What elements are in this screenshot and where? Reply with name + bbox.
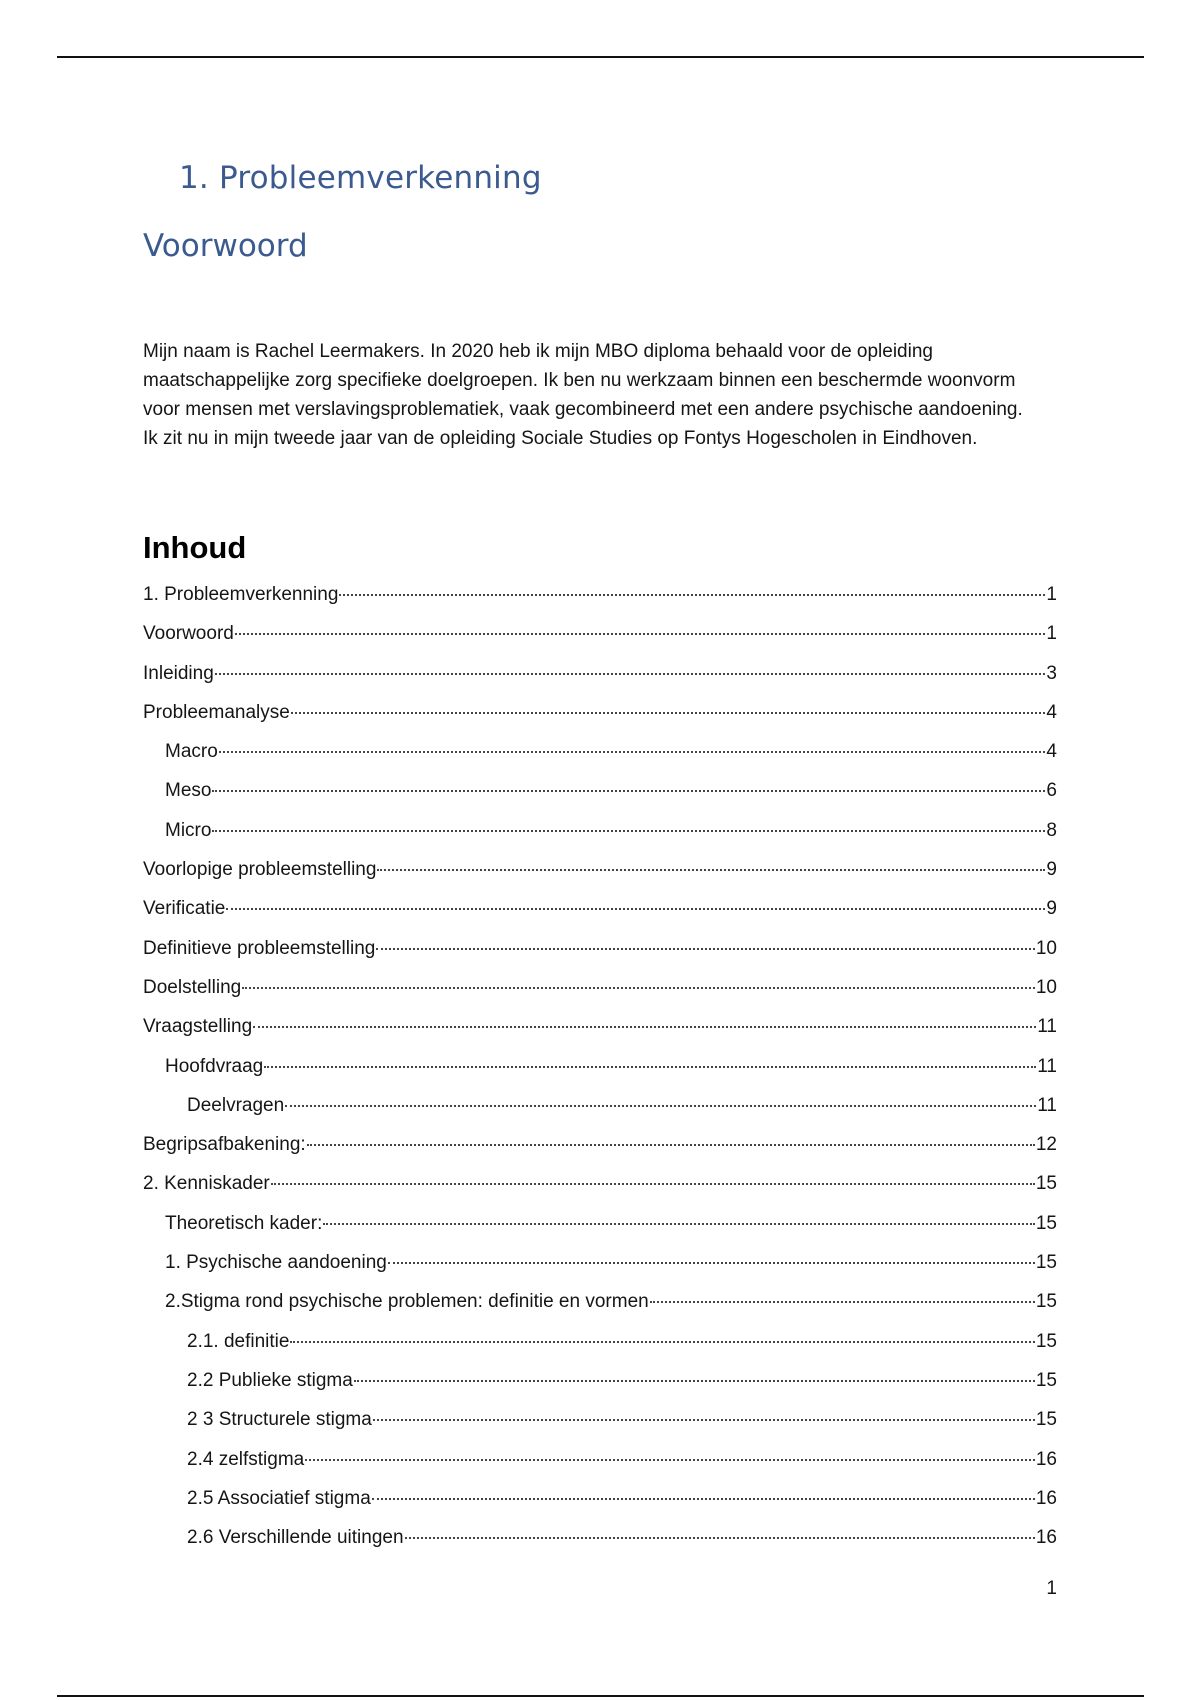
heading-title: Probleemverkenning xyxy=(218,160,542,196)
toc-entry-label: Voorwoord xyxy=(143,623,234,645)
toc-entry-page: 16 xyxy=(1035,1448,1057,1470)
toc-dot-leader xyxy=(405,1537,1035,1539)
heading-probleemverkenning xyxy=(179,160,542,196)
page-number: 1 xyxy=(1046,1578,1057,1599)
toc-entry-label: Voorlopige probleemstelling xyxy=(143,859,377,881)
toc-entry[interactable] xyxy=(143,1449,1057,1488)
toc-entry-label: Hoofdvraag xyxy=(165,1055,264,1077)
toc-entry-label: Meso xyxy=(165,780,212,802)
toc-entry-page: 11 xyxy=(1037,1094,1057,1116)
toc-entry-label: Vraagstelling xyxy=(143,1016,253,1038)
toc-dot-leader xyxy=(264,1066,1036,1068)
toc-entry-page: 15 xyxy=(1035,1369,1057,1391)
toc-entry-page: 11 xyxy=(1037,1055,1057,1077)
toc-entry[interactable] xyxy=(143,1331,1057,1370)
toc-entry-page: 6 xyxy=(1046,780,1057,802)
toc-dot-leader xyxy=(339,594,1045,596)
toc-entry-page: 4 xyxy=(1046,701,1057,723)
toc-entry-page: 16 xyxy=(1035,1527,1057,1549)
toc-entry[interactable] xyxy=(143,898,1057,937)
toc-title: Inhoud xyxy=(143,530,247,565)
toc-dot-leader xyxy=(377,869,1045,871)
toc-entry-page: 1 xyxy=(1046,623,1057,645)
toc-entry-label: Theoretisch kader: xyxy=(165,1212,323,1234)
toc-dot-leader xyxy=(373,1419,1035,1421)
toc-entry-label: Deelvragen xyxy=(187,1094,285,1116)
toc-entry[interactable] xyxy=(143,1016,1057,1055)
toc-entry[interactable] xyxy=(143,1409,1057,1448)
toc-entry[interactable] xyxy=(143,938,1057,977)
toc-entry-label: Micro xyxy=(165,819,212,841)
toc-entry-page: 9 xyxy=(1046,859,1057,881)
toc-entry[interactable] xyxy=(143,1488,1057,1527)
toc-entry-label: Probleemanalyse xyxy=(143,701,290,723)
toc-entry-label: 1. Probleemverkenning xyxy=(143,584,339,605)
toc-dot-leader xyxy=(291,712,1046,714)
footer-rule xyxy=(57,1695,1144,1697)
table-of-contents xyxy=(143,584,1057,1566)
toc-entry[interactable] xyxy=(143,1134,1057,1173)
toc-dot-leader xyxy=(212,830,1045,832)
toc-entry[interactable] xyxy=(143,702,1057,741)
toc-dot-leader xyxy=(235,633,1046,635)
toc-entry-label: 2.2 Publieke stigma xyxy=(187,1369,353,1391)
toc-entry-label: Inleiding xyxy=(143,662,214,684)
toc-entry-label: 2 3 Structurele stigma xyxy=(187,1409,372,1431)
toc-entry[interactable] xyxy=(143,1213,1057,1252)
toc-entry-label: Definitieve probleemstelling xyxy=(143,937,376,959)
toc-entry[interactable] xyxy=(143,977,1057,1016)
toc-entry-page: 8 xyxy=(1046,819,1057,841)
toc-dot-leader xyxy=(215,673,1046,675)
toc-dot-leader xyxy=(271,1183,1035,1185)
toc-entry-label: 2.1. definitie xyxy=(187,1330,290,1352)
toc-entry[interactable] xyxy=(143,584,1057,623)
toc-entry-page: 4 xyxy=(1046,741,1057,763)
toc-dot-leader xyxy=(354,1380,1035,1382)
toc-dot-leader xyxy=(372,1498,1035,1500)
toc-entry[interactable] xyxy=(143,820,1057,859)
toc-entry-label: 2.Stigma rond psychische problemen: definitie en vormen xyxy=(165,1291,649,1313)
toc-entry[interactable] xyxy=(143,663,1057,702)
toc-dot-leader xyxy=(323,1223,1035,1225)
toc-entry-page: 1 xyxy=(1046,584,1057,605)
toc-entry-label: Verificatie xyxy=(143,898,226,920)
toc-dot-leader xyxy=(388,1262,1035,1264)
toc-entry-label: 2.5 Associatief stigma xyxy=(187,1487,371,1509)
toc-entry-page: 3 xyxy=(1046,662,1057,684)
toc-entry[interactable] xyxy=(143,1056,1057,1095)
toc-entry[interactable] xyxy=(143,780,1057,819)
toc-entry[interactable] xyxy=(143,1370,1057,1409)
toc-dot-leader xyxy=(212,790,1045,792)
toc-entry-label: 2. Kenniskader xyxy=(143,1173,270,1195)
heading-voorwoord: Voorwoord xyxy=(143,228,308,264)
toc-dot-leader xyxy=(290,1341,1034,1343)
toc-entry-page: 15 xyxy=(1035,1173,1057,1195)
toc-entry-page: 9 xyxy=(1046,898,1057,920)
toc-entry-page: 16 xyxy=(1035,1487,1057,1509)
toc-entry-label: Doelstelling xyxy=(143,976,242,998)
heading-number: 1. xyxy=(179,160,209,196)
intro-paragraph: Mijn naam is Rachel Leermakers. In 2020 heb ik mijn MBO diploma behaald voor de opleiding maatschappelijke zorg specifieke doelgroepen. Ik ben nu werkzaam binnen een beschermde woonvorm voor mensen met verslavingsproblematiek, vaak gecombineerd met een andere psychische aandoening. Ik zit nu in mijn tweede jaar van de opleiding Sociale Studies op Fontys Hogescholen in Eindhoven. xyxy=(143,341,1023,449)
toc-dot-leader xyxy=(242,987,1035,989)
toc-entry[interactable] xyxy=(143,1527,1057,1566)
toc-entry[interactable] xyxy=(143,1173,1057,1212)
toc-dot-leader xyxy=(285,1105,1036,1107)
toc-entry-label: 2.4 zelfstigma xyxy=(187,1448,305,1470)
toc-entry-page: 10 xyxy=(1035,976,1057,998)
toc-dot-leader xyxy=(307,1144,1035,1146)
toc-entry[interactable] xyxy=(143,1291,1057,1330)
toc-entry-label: 2.6 Verschillende uitingen xyxy=(187,1527,404,1549)
toc-entry[interactable] xyxy=(143,1252,1057,1291)
toc-entry-label: Begripsafbakening: xyxy=(143,1134,306,1156)
toc-dot-leader xyxy=(219,751,1046,753)
toc-entry[interactable] xyxy=(143,859,1057,898)
toc-dot-leader xyxy=(650,1301,1035,1303)
toc-entry-page: 10 xyxy=(1035,937,1057,959)
toc-entry-page: 12 xyxy=(1035,1134,1057,1156)
toc-entry-page: 15 xyxy=(1035,1409,1057,1431)
toc-entry-label: 1. Psychische aandoening xyxy=(165,1252,387,1274)
toc-dot-leader xyxy=(305,1459,1035,1461)
toc-entry-label: Macro xyxy=(165,741,218,763)
header-rule xyxy=(57,56,1144,58)
toc-entry[interactable] xyxy=(143,623,1057,662)
toc-entry[interactable] xyxy=(143,741,1057,780)
toc-entry-page: 15 xyxy=(1035,1330,1057,1352)
toc-entry-page: 15 xyxy=(1035,1252,1057,1274)
toc-entry-page: 15 xyxy=(1035,1212,1057,1234)
toc-entry[interactable] xyxy=(143,1095,1057,1134)
toc-entry-page: 11 xyxy=(1037,1016,1057,1038)
toc-entry-page: 15 xyxy=(1035,1291,1057,1313)
toc-dot-leader xyxy=(226,908,1045,910)
toc-dot-leader xyxy=(253,1026,1036,1028)
toc-dot-leader xyxy=(376,948,1035,950)
